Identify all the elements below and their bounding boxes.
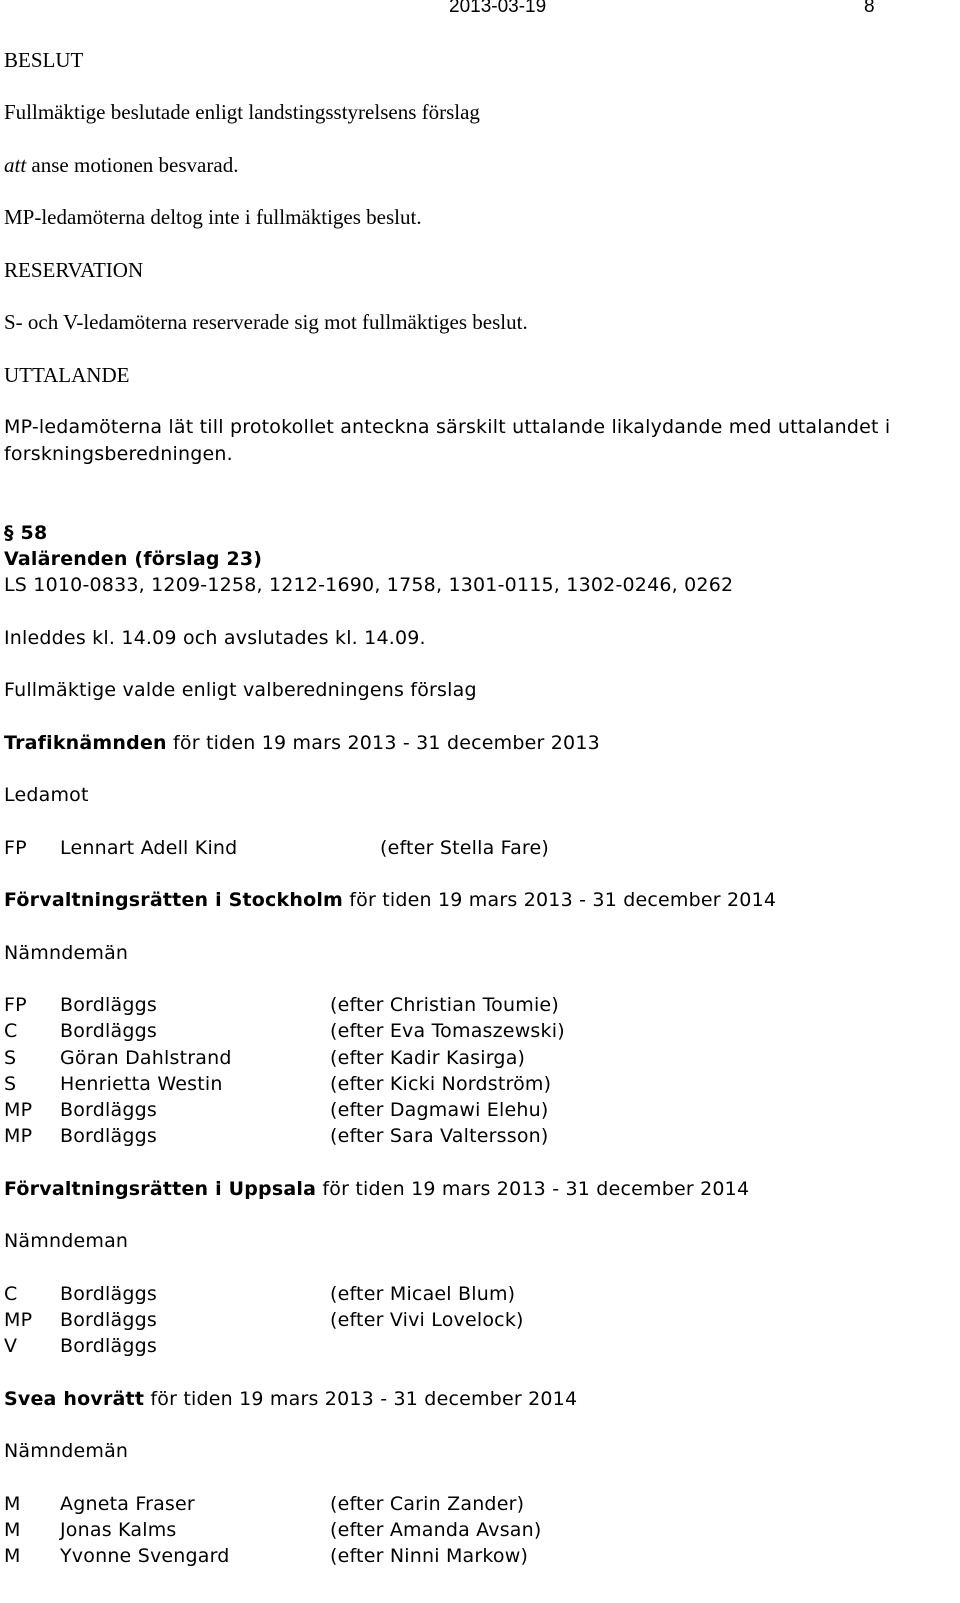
person: Bordläggs xyxy=(60,1309,157,1331)
uppsala-name: Förvaltningsrätten i Uppsala xyxy=(4,1178,317,1200)
person: Göran Dahlstrand xyxy=(60,1047,232,1069)
header-date: 2013-03-19 xyxy=(449,0,547,17)
stockholm-period: för tiden 19 mars 2013 - 31 december 2014 xyxy=(343,889,777,911)
party: FP xyxy=(4,837,27,859)
party: S xyxy=(4,1047,17,1069)
uppsala-heading xyxy=(4,1176,749,1202)
att-text: anse motionen besvarad. xyxy=(26,153,239,177)
replaces: (efter Vivi Lovelock) xyxy=(330,1309,524,1331)
person: Bordläggs xyxy=(60,1099,157,1121)
page-number: 8 xyxy=(864,0,875,17)
person: Lennart Adell Kind xyxy=(60,837,238,859)
party: C xyxy=(4,1283,18,1305)
person: Henrietta Westin xyxy=(60,1073,223,1095)
party: MP xyxy=(4,1099,33,1121)
replaces: (efter Amanda Avsan) xyxy=(330,1519,542,1541)
beslut-text: Fullmäktige beslutade enligt landstingsstyrelsens förslag xyxy=(4,100,480,124)
reservation-text: S- och V-ledamöterna reserverade sig mot fullmäktiges beslut. xyxy=(4,310,528,334)
party: M xyxy=(4,1493,21,1515)
party: MP xyxy=(4,1309,33,1331)
party: S xyxy=(4,1073,17,1095)
replaces: (efter Kicki Nordström) xyxy=(330,1073,552,1095)
person: Bordläggs xyxy=(60,1335,157,1357)
section-refs: LS 1010-0833, 1209-1258, 1212-1690, 1758, 1301-0115, 1302-0246, 0262 xyxy=(4,574,734,596)
section-title: Valärenden (förslag 23) xyxy=(4,548,263,570)
uttalande-heading: UTTALANDE xyxy=(4,363,130,387)
person: Bordläggs xyxy=(60,994,157,1016)
replaces: (efter Dagmawi Elehu) xyxy=(330,1099,549,1121)
replaces: (efter Eva Tomaszewski) xyxy=(330,1020,565,1042)
uppsala-role: Nämndeman xyxy=(4,1230,129,1252)
person: Bordläggs xyxy=(60,1020,157,1042)
replaces: (efter Micael Blum) xyxy=(330,1283,516,1305)
stockholm-heading xyxy=(4,887,776,913)
stockholm-role: Nämndemän xyxy=(4,942,129,964)
section-number-value: 58 xyxy=(13,522,48,544)
person: Jonas Kalms xyxy=(60,1519,177,1541)
person: Bordläggs xyxy=(60,1283,157,1305)
trafik-heading xyxy=(4,730,600,756)
reservation-heading: RESERVATION xyxy=(4,258,144,282)
party: MP xyxy=(4,1125,33,1147)
section-intro: Fullmäktige valde enligt valberedningens förslag xyxy=(4,679,477,701)
section-number xyxy=(4,520,47,546)
party: M xyxy=(4,1519,21,1541)
replaces: (efter Carin Zander) xyxy=(330,1493,525,1515)
att-word: att xyxy=(4,153,27,177)
party: M xyxy=(4,1545,21,1567)
svea-name: Svea hovrätt xyxy=(4,1388,145,1410)
section-timing: Inleddes kl. 14.09 och avslutades kl. 14.09. xyxy=(4,627,426,649)
beslut-heading: BESLUT xyxy=(4,48,84,72)
stockholm-name: Förvaltningsrätten i Stockholm xyxy=(4,889,344,911)
uttalande-text-line1: MP-ledamöterna lät till protokollet anteckna särskilt uttalande likalydande med uttalandet i xyxy=(4,416,891,438)
replaces: (efter Ninni Markow) xyxy=(330,1545,529,1567)
replaces: (efter Stella Fare) xyxy=(380,837,550,859)
trafik-role: Ledamot xyxy=(4,784,89,806)
trafik-period: för tiden 19 mars 2013 - 31 december 2013 xyxy=(166,732,600,754)
trafik-name: Trafiknämnden xyxy=(4,732,167,754)
person: Yvonne Svengard xyxy=(60,1545,230,1567)
person: Bordläggs xyxy=(60,1125,157,1147)
person: Agneta Fraser xyxy=(60,1493,195,1515)
uppsala-period: för tiden 19 mars 2013 - 31 december 2014 xyxy=(316,1178,750,1200)
svea-period: för tiden 19 mars 2013 - 31 december 2014 xyxy=(144,1388,578,1410)
beslut-note: MP-ledamöterna deltog inte i fullmäktiges beslut. xyxy=(4,205,422,229)
replaces: (efter Christian Toumie) xyxy=(330,994,559,1016)
svea-heading xyxy=(4,1386,577,1412)
replaces: (efter Sara Valtersson) xyxy=(330,1125,549,1147)
party: V xyxy=(4,1335,18,1357)
party: FP xyxy=(4,994,27,1016)
beslut-att-line xyxy=(4,152,238,178)
party: C xyxy=(4,1020,18,1042)
paragraph-symbol: § xyxy=(4,522,14,544)
uttalande-text-line2: forskningsberedningen. xyxy=(4,443,233,465)
replaces: (efter Kadir Kasirga) xyxy=(330,1047,526,1069)
svea-role: Nämndemän xyxy=(4,1440,129,1462)
